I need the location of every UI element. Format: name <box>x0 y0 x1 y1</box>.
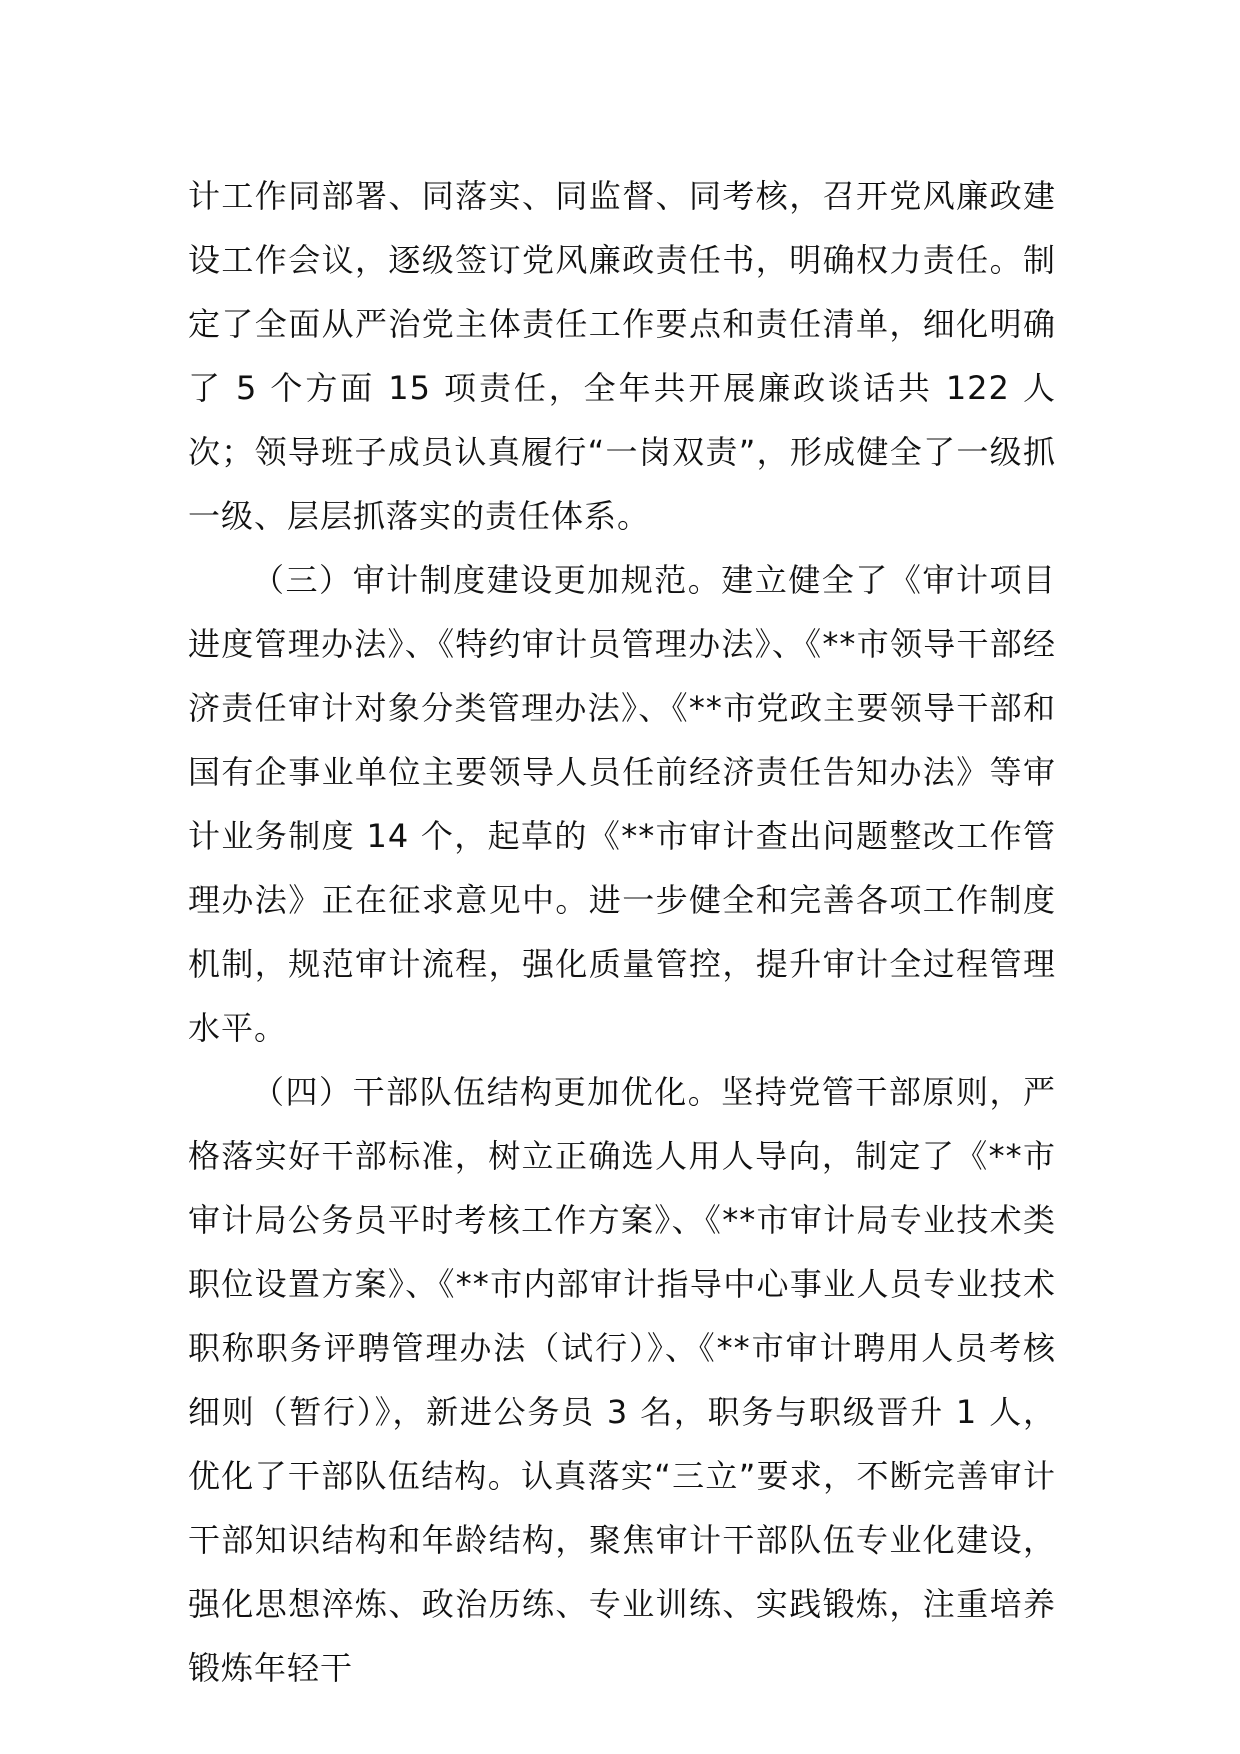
document-body <box>188 164 1056 1700</box>
paragraph-continuation: 计工作同部署、同落实、同监督、同考核，召开党风廉政建设工作会议，逐级签订党风廉政责任书，明确权力责任。制定了全面从严治党主体责任工作要点和责任清单，细化明确了 5 个方面 15 项责任，全年共开展廉政谈话共 122 人次；领导班子成员认真履行“一岗双责”，形成健全了一级抓一级、层层抓落实的责任体系。 <box>188 177 1056 535</box>
paragraph-section-4-cadre-team: （四）干部队伍结构更加优化。坚持党管干部原则，严格落实好干部标准，树立正确选人用人导向，制定了《**市审计局公务员平时考核工作方案》、《**市审计局专业技术类职位设置方案》、《**市内部审计指导中心事业人员专业技术职称职务评聘管理办法（试行）》、《**市审计聘用人员考核细则（暂行）》，新进公务员 3 名，职务与职级晋升 1 人，优化了干部队伍结构。认真落实“三立”要求，不断完善审计干部知识结构和年龄结构，聚焦审计干部队伍专业化建设，强化思想淬炼、政治历练、专业训练、实践锻炼，注重培养锻炼年轻干 <box>188 1073 1056 1687</box>
paragraph-section-3-audit-system: （三）审计制度建设更加规范。建立健全了《审计项目进度管理办法》、《特约审计员管理办法》、《**市领导干部经济责任审计对象分类管理办法》、《**市党政主要领导干部和国有企事业单位主要领导人员任前经济责任告知办法》等审计业务制度 14 个，起草的《**市审计查出问题整改工作管理办法》正在征求意见中。进一步健全和完善各项工作制度机制，规范审计流程，强化质量管控，提升审计全过程管理水平。 <box>188 561 1056 1047</box>
